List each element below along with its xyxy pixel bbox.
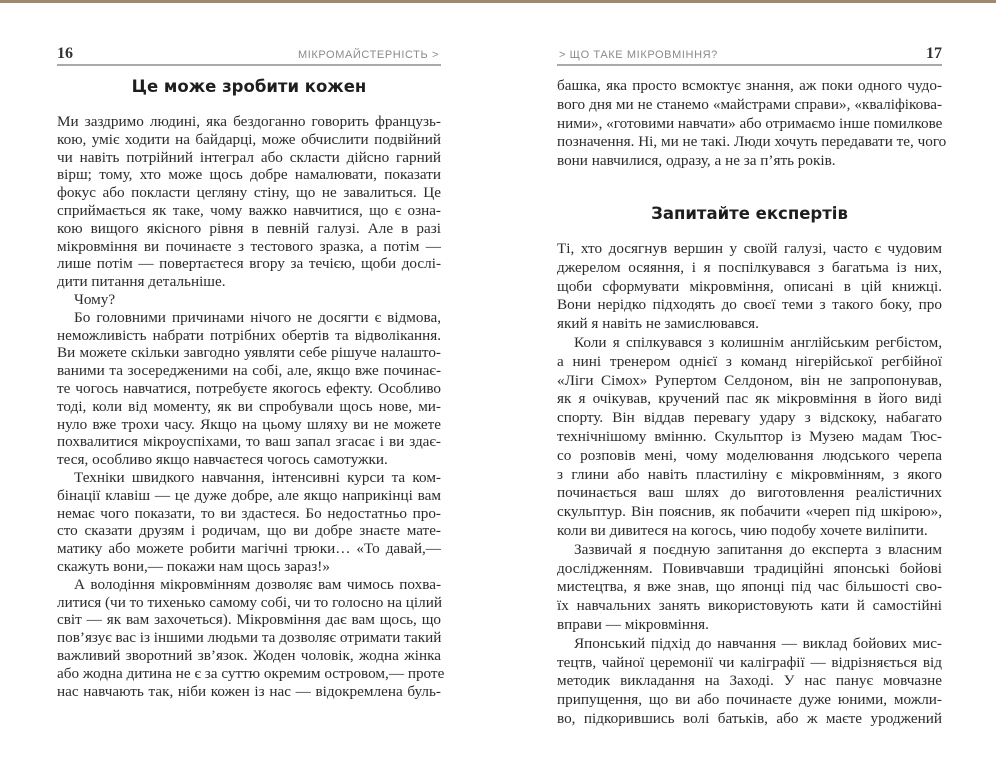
text-line: джерелом осяяння, і я поспілкувався з багатьма із них, bbox=[557, 258, 942, 276]
text-line: мистецтва, я вже знав, що японці під час більшості сво- bbox=[557, 578, 942, 596]
text-line: теся, особливо якщо навчаєтеся чогось самотужки. bbox=[57, 451, 388, 469]
text-line: фокус або покласти цегляну стіну, що не завалиться. Це bbox=[57, 184, 441, 202]
page-number: 17 bbox=[926, 45, 942, 62]
text-line: вірш; тому, хто може щось добре намалювати, показати bbox=[57, 166, 441, 184]
text-line: який я навіть не замислювався. bbox=[557, 315, 759, 333]
text-line: мікровміння ви починаєте з тестового зразка, а потім — bbox=[57, 237, 441, 255]
paragraph bbox=[557, 541, 942, 635]
paragraph bbox=[57, 575, 445, 701]
running-header-right bbox=[557, 46, 942, 66]
text-line: вправи — мікровміння. bbox=[557, 615, 709, 633]
text-line: литися (чи то тихенько самому собі, чи то голосно на цілий bbox=[57, 593, 442, 611]
text-line: вони навчилися, одразу, а не за п’ять років. bbox=[557, 152, 836, 170]
text-line: неможливість набрати потрібних обертів та відволікання. bbox=[57, 326, 441, 344]
section-heading: Це може зробити кожен bbox=[131, 77, 367, 96]
text-line: Бо головними причинами нічого не досягти є відмова, bbox=[74, 308, 441, 326]
intro-text bbox=[557, 77, 947, 171]
text-line: дити питання детальніше. bbox=[57, 273, 226, 291]
text-line: похвалитися мікроуспіхами, то ваш запал згасає і ви здає- bbox=[57, 433, 441, 451]
text-line: немає чого показати, то ви здастеся. Бо недостатньо про- bbox=[57, 504, 441, 522]
body-text bbox=[57, 113, 445, 700]
text-line: вого дня ми не станемо «майстрами справи», «кваліфікова- bbox=[557, 95, 942, 113]
text-line: скажуть вони,— покажи нам щось зараз!» bbox=[57, 557, 330, 575]
text-line: спорту. Він віддав перевагу удару з відскоку, набагато bbox=[557, 409, 942, 427]
paragraph bbox=[557, 240, 942, 334]
top-edge-border bbox=[0, 0, 996, 3]
text-line: Вони нерідко підходять до своєї теми з такого боку, про bbox=[557, 296, 942, 314]
text-line: А володіння мікровмінням дозволяє вам чимось похва- bbox=[74, 575, 441, 593]
running-header-left bbox=[57, 46, 441, 66]
body-text bbox=[557, 240, 942, 729]
text-line: тоді, коли від моменту, як ви спробували щось нове, ми- bbox=[57, 397, 441, 415]
text-line: нас навчають так, ніби кожен із нас — відокремлена буль- bbox=[57, 682, 441, 700]
text-line: во, підкорившись волі батьків, або ж маєте уроджений bbox=[557, 709, 942, 727]
paragraph bbox=[57, 291, 441, 309]
text-line: бінації клавіш — це дуже добре, але якщо наприкінці вам bbox=[57, 486, 441, 504]
text-line: кою, уміє ходити на байдарці, може обчислити подвійний bbox=[57, 130, 441, 148]
text-line: лише потім — повертаєтеся вгору за течією, щоби дослі- bbox=[57, 255, 441, 273]
text-line: «Ліги Сімох» Рупертом Селдоном, він не запропонував, bbox=[557, 371, 942, 389]
text-line: позначення. Ні, ми не такі. Люди хочуть передавати те, чого bbox=[557, 133, 947, 151]
text-line: технічнішому вмінню. Скульптор із Музею мадам Тюс- bbox=[557, 427, 942, 445]
text-line: Японський підхід до навчання — виклад бойових мис- bbox=[574, 634, 942, 652]
text-line: світ — як вам захочеться). Мікровміння дає вам щось, що bbox=[57, 611, 441, 629]
text-line: те чогось навчатися, потребуєте якогось ефекту. Особливо bbox=[57, 379, 441, 397]
text-line: кою вищого якісного рівня в певній галузі. Але в разі bbox=[57, 219, 441, 237]
text-line: нуло вже трохи часу. Якщо на цьому шляху ви не можете bbox=[57, 415, 441, 433]
text-line: Ми заздримо людині, яка бездоганно говорить французь- bbox=[57, 113, 441, 130]
text-line: їх навчальних занять використовують кати й самостійні bbox=[557, 597, 942, 615]
text-line: тецтв, чайної церемонії чи каліграфії — відрізняється від bbox=[557, 653, 942, 671]
text-line: важливий зворотний зв’язок. Жоден чоловік, жодна жінка bbox=[57, 646, 441, 664]
text-line: Коли я спілкувався з колишнім англійським регбістом, bbox=[574, 333, 942, 351]
text-line: сто сказати друзям і родичам, що ви добре знаєте мате- bbox=[57, 522, 441, 540]
text-line: починається ваш шлях до виготовлення реалістичних bbox=[557, 484, 942, 502]
running-title: МІКРОМАЙСТЕРНІСТЬ > bbox=[297, 49, 439, 61]
text-line: сприймається як таке, чому важко навчитися, що є озна- bbox=[57, 201, 441, 219]
text-line: пов’язує вас із іншими людьми та дозволяє отримати такий bbox=[57, 629, 442, 647]
text-line: ними», «готовими навчати» або отримаємо інше помилкове bbox=[557, 114, 943, 132]
text-line: матику або можете робити магічні трюки… «То давай,— bbox=[57, 540, 441, 558]
section-heading: Запитайте експертів bbox=[651, 204, 848, 223]
page-number: 16 bbox=[57, 45, 73, 62]
text-line: методик викладання на Заході. У нас панує мовчазне bbox=[557, 672, 942, 690]
paragraph bbox=[57, 469, 441, 576]
text-line: або жодна дитина не є за суттю окремим островом,— проте bbox=[57, 664, 445, 682]
text-line: со розповів мені, чому моделювання людського черепа bbox=[557, 446, 942, 464]
text-line: скульптур. Він пояснив, як побачити «череп під шкірою», bbox=[557, 503, 942, 521]
text-line: чи навіть потрійний інтеграл або скласти дійсно гарний bbox=[57, 148, 441, 166]
text-line: як я очікував, кручений пас як мікровміння в його виді bbox=[557, 390, 942, 408]
text-line: Ви можете скільки завгодно уявляти себе рішуче налашто- bbox=[57, 344, 441, 362]
text-line: з глини або навіть пластиліну є мікровмінням, з якого bbox=[557, 465, 942, 483]
text-line: коли ви дивитеся на когось, чию подобу хочете виліпити. bbox=[557, 521, 928, 539]
text-line: Зазвичай я поєдную запитання до експерта з власним bbox=[574, 540, 942, 558]
text-line: башка, яка просто всмоктує знання, аж поки одного чудо- bbox=[557, 77, 942, 94]
paragraph bbox=[557, 334, 942, 541]
text-line: дослідженням. Повивчавши традиційні японські бойові bbox=[557, 559, 942, 577]
running-title: > ЩО ТАКЕ МІКРОВМІННЯ? bbox=[559, 49, 718, 61]
paragraph bbox=[57, 113, 441, 291]
text-line: Ті, хто досягнув вершин у своїй галузі, часто є чудовим bbox=[557, 240, 942, 257]
paragraph bbox=[57, 309, 441, 469]
text-line: Техніки швидкого навчання, інтенсивні курси та ком- bbox=[74, 468, 441, 486]
text-line: Чому? bbox=[74, 290, 116, 308]
text-line: щоби сформувати мікровміння, описані в цій книжці. bbox=[557, 277, 942, 295]
text-line: а нині тренером однієї з команд нігерійської регбійної bbox=[557, 352, 942, 370]
paragraph bbox=[557, 635, 942, 729]
text-line: припущення, що ви або починаєте дуже юними, можли- bbox=[557, 691, 942, 709]
text-line: ваними та зосередженими на собі, але, якщо вже починає- bbox=[57, 362, 441, 380]
